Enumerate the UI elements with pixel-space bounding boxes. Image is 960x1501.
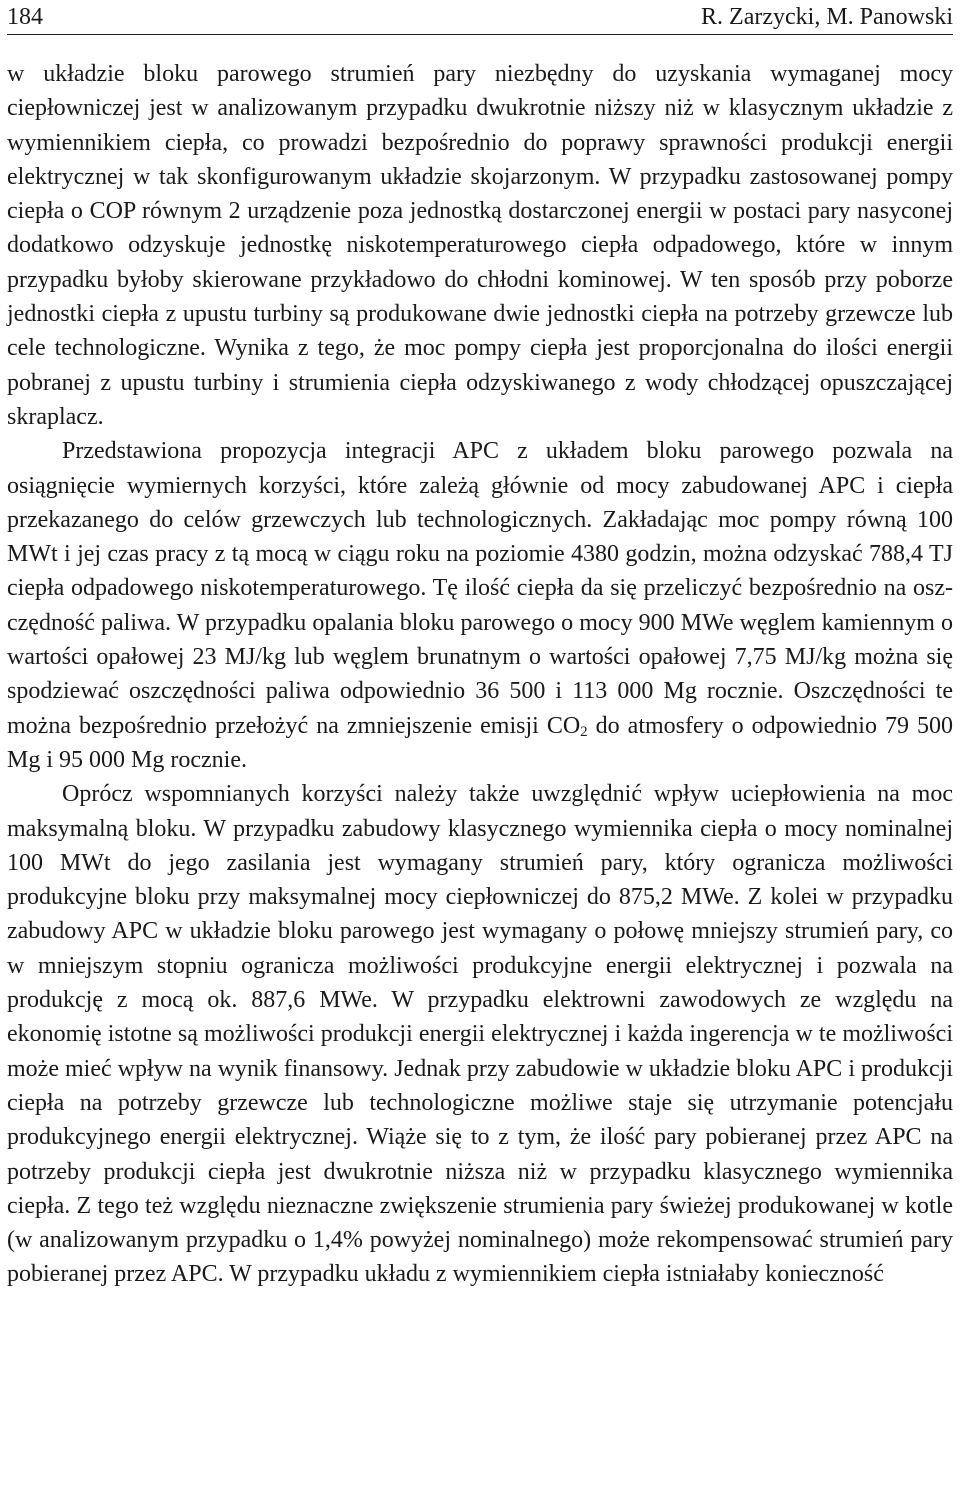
author-names: R. Zarzycki, M. Panowski: [701, 4, 953, 30]
paragraph-2: [7, 434, 953, 777]
document-page: [7, 0, 953, 1292]
running-header: [7, 0, 953, 35]
co2-subscript: 2: [580, 723, 588, 740]
body-text: [7, 57, 953, 1292]
page-number: 184: [7, 4, 43, 30]
paragraph-2-text: Przedstawiona propozycja integracji APC z układem bloku parowego pozwala na osiągnięcie wymiernych korzyści, które zależą głównie od mocy zabudowanej APC i ciepła przekazanego do celów grzewczych lub technologicznych. Zakładając moc pompy równą 100 MWt i jej czas pracy z tą mocą w ciągu roku na poziomie 4380 godzin, można odzyskać 788,4 TJ ciepła odpadowego niskotemperaturowego. Tę ilość ciepła da się przeliczyć bezpośrednio na oszczędność paliwa. W przypadku opalania bloku parowego o mocy 900 MWe węglem kamiennym o wartości opałowej 23 MJ/kg lub węglem brunatnym o wartości opałowej 7,75 MJ/kg można się spodziewać oszczędności paliwa odpowiednio 36 500 i 113 000 Mg rocznie. Oszczędności te można bezpośrednio przełożyć na zmniejszenie emisji CO: [7, 438, 953, 739]
paragraph-3: Oprócz wspomnianych korzyści należy także uwzględnić wpływ uciepłowienia na moc maksymalną bloku. W przypadku zabudowy klasycznego wymiennika ciepła o mocy nominalnej 100 MWt do jego zasilania jest wymagany strumień pary, który ogranicza możliwości produkcyjne bloku przy maksymalnej mocy ciepłowniczej do 875,2 MWe. Z kolei w przypadku zabudowy APC w układzie bloku parowego jest wymagany o połowę mniejszy strumień pary, co w mniejszym stopniu ogranicza możliwości produkcyjne energii elektrycznej i pozwala na produkcję z mocą ok. 887,6 MWe. W przypadku elektrowni zawodowych ze względu na ekonomię istotne są możliwości produkcji energii elektrycznej i każda ingerencja w te możliwości może mieć wpływ na wynik finansowy. Jednak przy zabudowie w układzie bloku APC i produkcji ciepła na potrzeby grzewcze lub technologiczne możliwe staje się utrzymanie potencjału produkcyjnego energii elektrycznej. Wiąże się to z tym, że ilość pary pobieranej przez APC na potrzeby produkcji ciepła jest dwukrotnie niższa niż w przypadku klasycznego wymiennika ciepła. Z tego też względu nieznaczne zwiększenie strumienia pary świeżej produkowanej w kotle (w analizowanym przypadku o 1,4% powyżej nominalnego) może rekompensować strumień pary pobieranej przez APC. W przypadku układu z wymiennikiem ciepła istniałaby konieczność: [7, 781, 953, 1288]
paragraph-1: w układzie bloku parowego strumień pary niezbędny do uzyskania wymaganej mocy ciepłowniczej jest w analizowanym przypadku dwukrotnie niższy niż w klasycznym układzie z wymiennikiem ciepła, co prowadzi bezpośrednio do poprawy sprawności produkcji energii elektrycznej w tak skonfigurowanym układzie skojarzonym. W przypadku zastosowanej pompy ciepła o COP równym 2 urządzenie poza jednostką dostarczonej energii w postaci pary nasyconej dodatkowo odzyskuje jednostkę niskotemperaturowego ciepła odpadowego, które w innym przypadku byłoby skierowane przykładowo do chłodni kominowej. W ten sposób przy poborze jednostki ciepła z upustu turbiny są produkowane dwie jednostki ciepła na potrzeby grzewcze lub cele technologiczne. Wynika z tego, że moc pompy ciepła jest proporcjonalna do ilości energii pobranej z upustu turbiny i strumienia ciepła odzyskiwanego z wody chłodzącej opuszczającej skraplacz.: [7, 61, 953, 430]
paragraph-2-text-end: do atmosfery o odpowiednio 79 500 Mg i 95 000 Mg rocznie.: [7, 712, 953, 773]
